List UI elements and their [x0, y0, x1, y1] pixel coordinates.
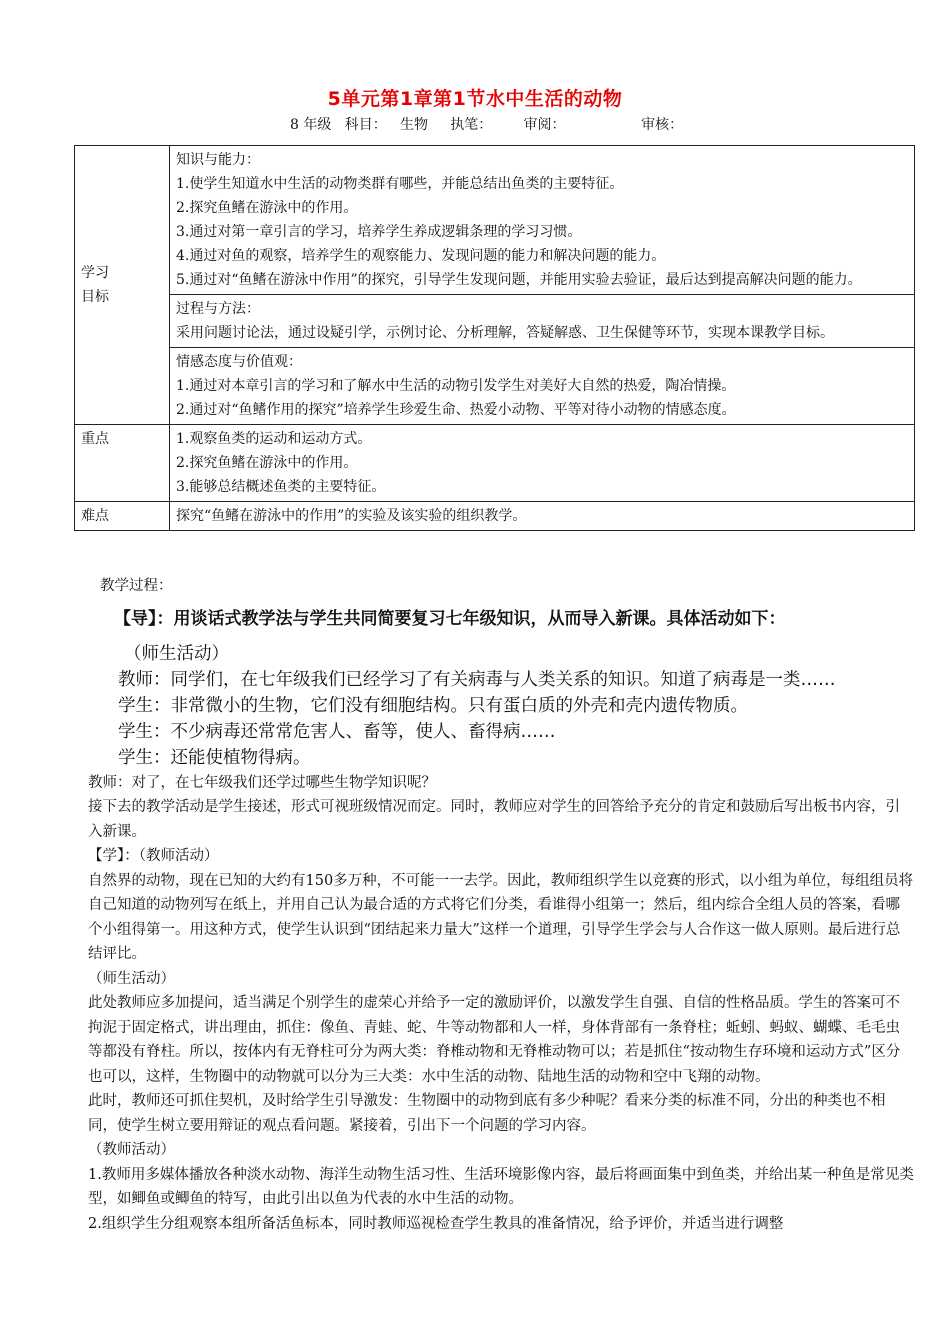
dialogue-line: 学生：非常微小的生物，它们没有细胞结构。只有蛋白质的外壳和壳内遗传物质。	[118, 695, 748, 716]
objectives-table	[74, 145, 915, 531]
dialogue-line: 学生：不少病毒还常常危害人、畜等，使人、畜得病……	[118, 721, 556, 742]
knowledge-cell: 知识与能力： 1.使学生知道水中生活的动物类群有哪些，并能总结出鱼类的主要特征。 2.探究鱼鳍在游泳中的作用。 3.通过对第一章引言的学习，培养学生养成逻辑条理的学习习惯。 4.通过对鱼的观察，培养学生的观察能力、发现问题的能力和解决问题的能力。 5.通过对“鱼鳍在游泳中作用”的探究，引导学生发现问题，并能用实验去验证，最后达到提高解决问题的能力。	[170, 146, 915, 295]
goals-label: 学习 目标	[75, 146, 170, 425]
paragraph: 2.组织学生分组观察本组所备活鱼标本，同时教师巡视检查学生教具的准备情况，给予评价，并适当进行调整	[88, 1215, 784, 1232]
difficulty-label: 难点	[75, 502, 170, 531]
paragraph: 此处教师应多加提问，适当满足个别学生的虚荣心并给予一定的激励评价，以激发学生自强、自信的性格品质。学生的答案可不拘泥于固定格式，讲出理由，抓住：像鱼、青蛙、蛇、牛等动物都和人一样，身体背部有一条脊柱；蚯蚓、蚂蚁、蝴蝶、毛毛虫等都没有脊柱。所以，按体内有无脊柱可分为两大类：脊椎动物和无脊椎动物可以；若是抓住“按动物生存环境和运动方式”区分也可以，这样，生物圈中的动物就可以分为三大类：水中生活的动物、陆地生活的动物和空中飞翔的动物。	[88, 995, 901, 1085]
handwritten-activity-heading: （师生活动）	[124, 643, 229, 664]
activity-heading: （师生活动）	[88, 970, 175, 987]
xue-heading: 【学】：（教师活动）	[88, 848, 219, 864]
key-points-label: 重点	[75, 425, 170, 502]
dialogue-line: 教师：同学们，在七年级我们已经学习了有关病毒与人类关系的知识。知道了病毒是一类……	[118, 669, 836, 690]
process-cell: 过程与方法： 采用问题讨论法，通过设疑引学，示例讨论、分析理解，答疑解惑、卫生保健等环节，实现本课教学目标。	[170, 295, 915, 348]
page-title: 5单元第1章第1节水中生活的动物	[327, 88, 623, 110]
paragraph: 此时，教师还可抓住契机，及时给学生引导激发：生物圈中的动物到底有多少种呢？看来分类的标准不同，分出的种类也不相同，使学生树立要用辩证的观点看问题。紧接着，引出下一个问题的学习内容。	[88, 1093, 886, 1134]
process-heading: 教学过程：	[100, 578, 173, 594]
emotion-cell: 情感态度与价值观： 1.通过对本章引言的学习和了解水中生活的动物引发学生对美好大自然的热爱，陶冶情操。 2.通过对“鱼鳍作用的探究”培养学生珍爱生命、热爱小动物、平等对待小动物的情感态度。	[170, 348, 915, 425]
key-points-cell: 1.观察鱼类的运动和运动方式。 2.探究鱼鳍在游泳中的作用。 3.能够总结概述鱼类的主要特征。	[170, 425, 915, 502]
difficulty-cell: 探究“鱼鳍在游泳中的作用”的实验及该实验的组织教学。	[170, 502, 915, 531]
paragraph: 自然界的动物，现在已知的大约有150多万种，不可能一一去学。因此，教师组织学生以竞赛的形式，以小组为单位，每组组员将自己知道的动物列写在纸上，并用自己认为最合适的方式将它们分类，看谁得小组第一；然后，组内综合全组人员的答案，看哪个小组得第一。用这种方式，使学生认识到“团结起来力量大”这样一个道理，引导学生学会与人合作这一做人原则。最后进行总结评比。	[88, 872, 914, 962]
dialogue-line: 学生：还能使植物得病。	[118, 747, 311, 768]
paragraph: 教师：对了，在七年级我们还学过哪些生物学知识呢？	[88, 774, 436, 791]
teaching-process	[88, 574, 914, 1236]
paragraph: 1.教师用多媒体播放各种淡水动物、海洋生动物生活习性、生活环境影像内容，最后将画面集中到鱼类，并给出某一种鱼是常见类型，如鲫鱼或鲫鱼的特写，由此引出以鱼为代表的水中生活的动物。	[88, 1166, 914, 1207]
activity-heading: （教师活动）	[88, 1142, 175, 1158]
paragraph: 接下去的教学活动是学生接述，形式可视班级情况而定。同时，教师应对学生的回答给予充分的肯定和鼓励后写出板书内容，引入新课。	[88, 799, 900, 840]
header-info-line: 8 年级 科目： 生物 执笔： 审阅： 审核：	[290, 117, 684, 133]
dao-intro-line: 【导】：用谈话式教学法与学生共同简要复习七年级知识，从而导入新课。具体活动如下：	[114, 608, 786, 629]
